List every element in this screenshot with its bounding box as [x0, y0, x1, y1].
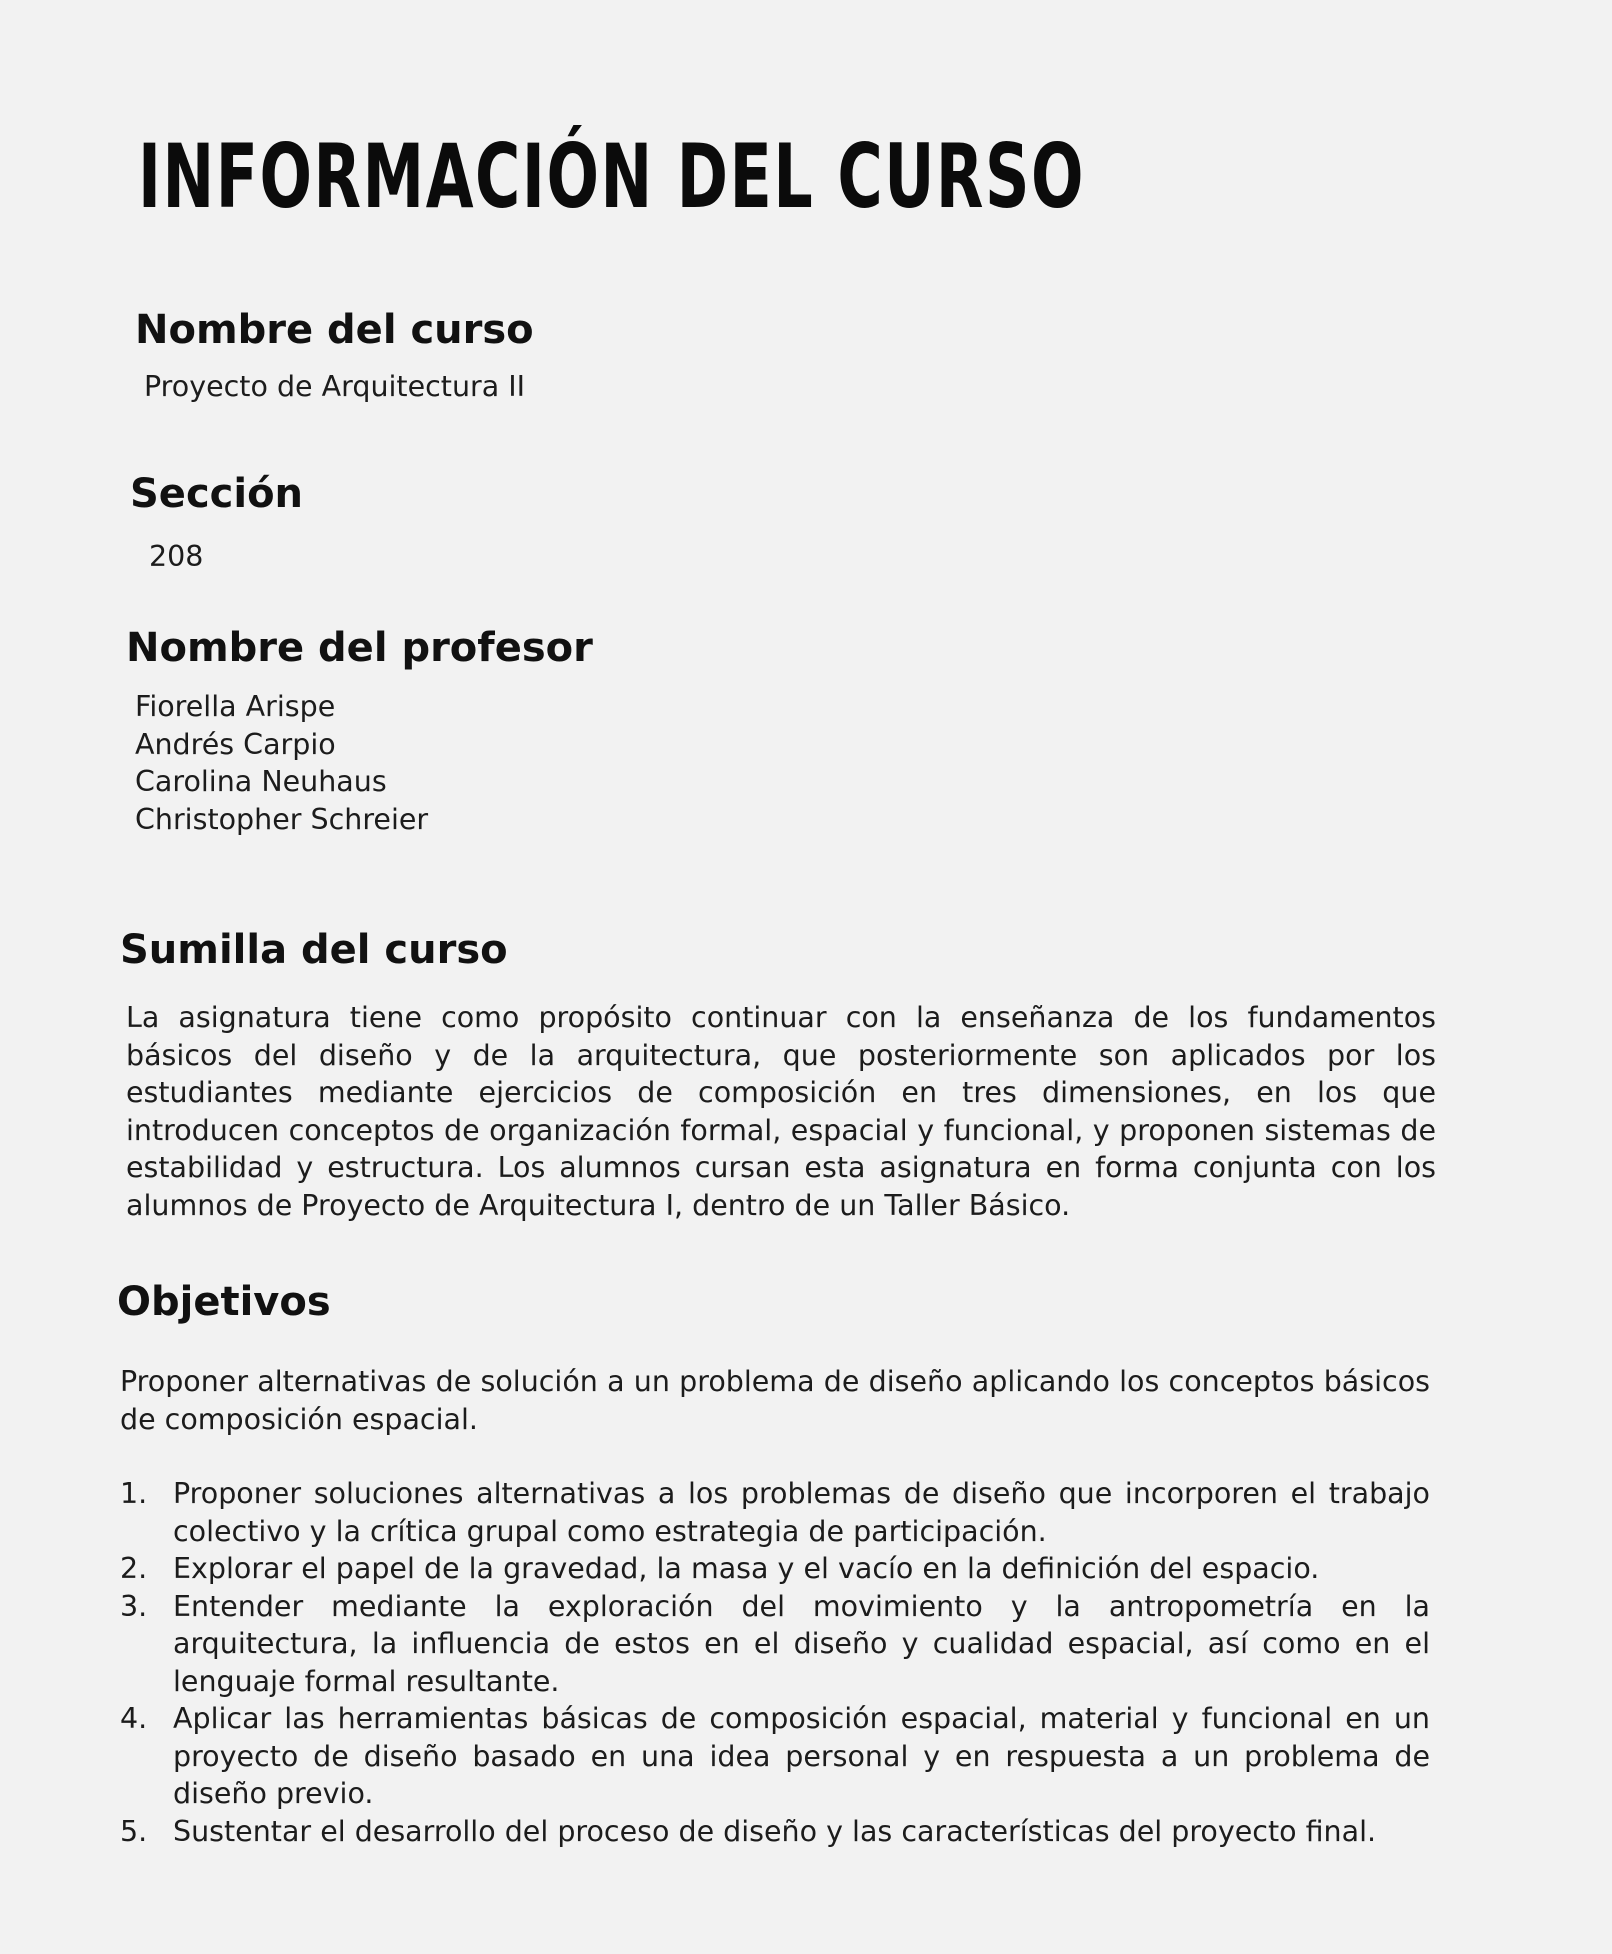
- objective-text: Explorar el papel de la gravedad, la masa y el vacío en la definición del espacio.: [173, 1552, 1320, 1585]
- objective-text: Entender mediante la exploración del movimiento y la antropometría en la arquitectura, la influencia de estos en el diseño y cualidad espacial, así como en el lenguaje formal resultante.: [173, 1589, 1430, 1698]
- professor-name: Andrés Carpio: [135, 727, 336, 761]
- objectives-list: [120, 1475, 1430, 1850]
- professor-name: Carolina Neuhaus: [135, 765, 387, 798]
- objective-item: [120, 1588, 1430, 1701]
- objective-number: 3.: [120, 1589, 148, 1623]
- page-title: INFORMACIÓN DEL CURSO: [138, 125, 1086, 228]
- professor-heading: Nombre del profesor: [126, 625, 593, 671]
- section-value: 208: [149, 540, 204, 573]
- course-name-value: Proyecto de Arquitectura II: [144, 370, 526, 403]
- objective-text: Sustentar el desarrollo del proceso de diseño y las características del proyecto final.: [173, 1814, 1377, 1848]
- general-objective: Proponer alternativas de solución a un problema de diseño aplicando los conceptos básicos de composición espacial.: [120, 1365, 1430, 1436]
- professor-name: Fiorella Arispe: [135, 690, 336, 723]
- objective-text: Aplicar las herramientas básicas de composición espacial, material y funcional en un proyecto de diseño basado en una idea personal y en respuesta a un problema de diseño previo.: [173, 1702, 1430, 1810]
- professor-name: Christopher Schreier: [135, 802, 429, 836]
- objective-item: [120, 1813, 1430, 1851]
- objective-number: 2.: [120, 1552, 148, 1585]
- objective-item: [120, 1550, 1430, 1588]
- course-name-heading: Nombre del curso: [135, 307, 534, 353]
- objectives-heading: Objetivos: [117, 1279, 331, 1325]
- summary-paragraph: La asignatura tiene como propósito continuar con la enseñanza de los fundamentos básicos del diseño y de la arquitectura, que posteriormente son aplicados por los estudiantes mediante ejercicios de composición en tres dimensiones, en los que introducen conceptos de organización formal, espacial y funcional, y proponen sistemas de estabilidad y estructura. Los alumnos cursan esta asignatura en forma conjunta con los alumnos de Proyecto de Arquitectura I, dentro de un Taller Básico.: [126, 1001, 1436, 1222]
- objective-number: 5.: [120, 1814, 148, 1848]
- objective-number: 4.: [120, 1702, 148, 1735]
- objective-item: [120, 1475, 1430, 1550]
- summary-heading: Sumilla del curso: [120, 927, 508, 973]
- professor-list: [135, 688, 428, 838]
- objective-text: Proponer soluciones alternativas a los problemas de diseño que incorporen el trabajo colectivo y la crítica grupal como estrategia de participación.: [173, 1477, 1430, 1548]
- objective-item: [120, 1700, 1430, 1813]
- objective-number: 1.: [120, 1477, 148, 1510]
- section-heading: Sección: [130, 471, 304, 517]
